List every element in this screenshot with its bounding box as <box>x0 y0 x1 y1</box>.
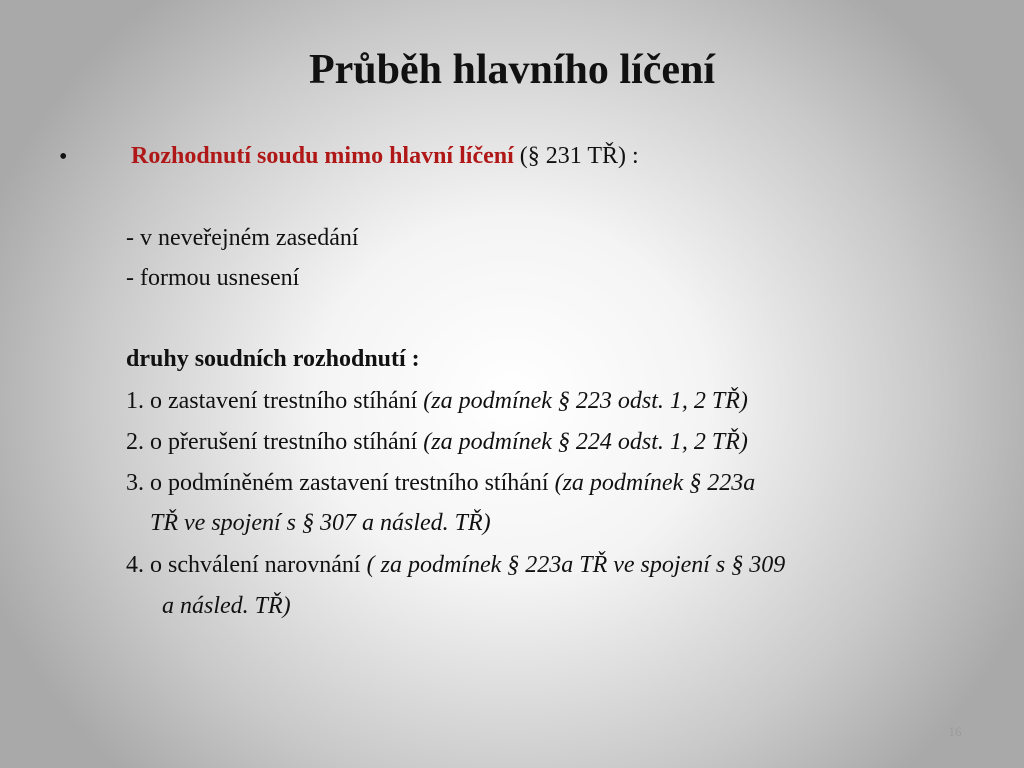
form-item-1: - v neveřejném zasedání <box>126 225 359 251</box>
decision-item-condition: (za podmínek § 223 odst. 1, 2 TŘ) <box>423 388 748 414</box>
form-item-2: - formou usnesení <box>126 265 300 291</box>
types-heading: druhy soudních rozhodnutí : <box>126 346 420 372</box>
decision-item-2 <box>126 429 748 456</box>
decision-item-text: 2. o přerušení trestního stíhání <box>126 429 424 455</box>
bullet-reference: (§ 231 TŘ) : <box>513 143 639 169</box>
slide-title: Průběh hlavního líčení <box>308 47 716 93</box>
bullet-line <box>131 143 639 170</box>
decision-item-1 <box>126 388 748 415</box>
decision-item-3-continuation: TŘ ve spojení s § 307 a násled. TŘ) <box>150 510 491 536</box>
bullet-heading: Rozhodnutí soudu mimo hlavní líčení <box>131 143 514 169</box>
decision-item-4-continuation: a násled. TŘ) <box>162 593 291 619</box>
decision-item-text: 3. o podmíněném zastavení trestního stíhání <box>126 470 555 496</box>
decision-item-condition: (za podmínek § 223a <box>554 470 756 496</box>
slide-page-number: 16 <box>948 724 962 739</box>
decision-item-3 <box>126 470 755 497</box>
decision-item-4 <box>126 552 785 579</box>
decision-item-text: 1. o zastavení trestního stíhání <box>126 388 424 414</box>
decision-item-text: 4. o schválení narovnání <box>126 552 367 578</box>
decision-item-condition: (za podmínek § 224 odst. 1, 2 TŘ) <box>423 429 748 455</box>
decision-item-condition: ( za podmínek § 223a TŘ ve spojení s § 309 <box>366 552 786 578</box>
bullet-symbol: • <box>59 144 68 170</box>
